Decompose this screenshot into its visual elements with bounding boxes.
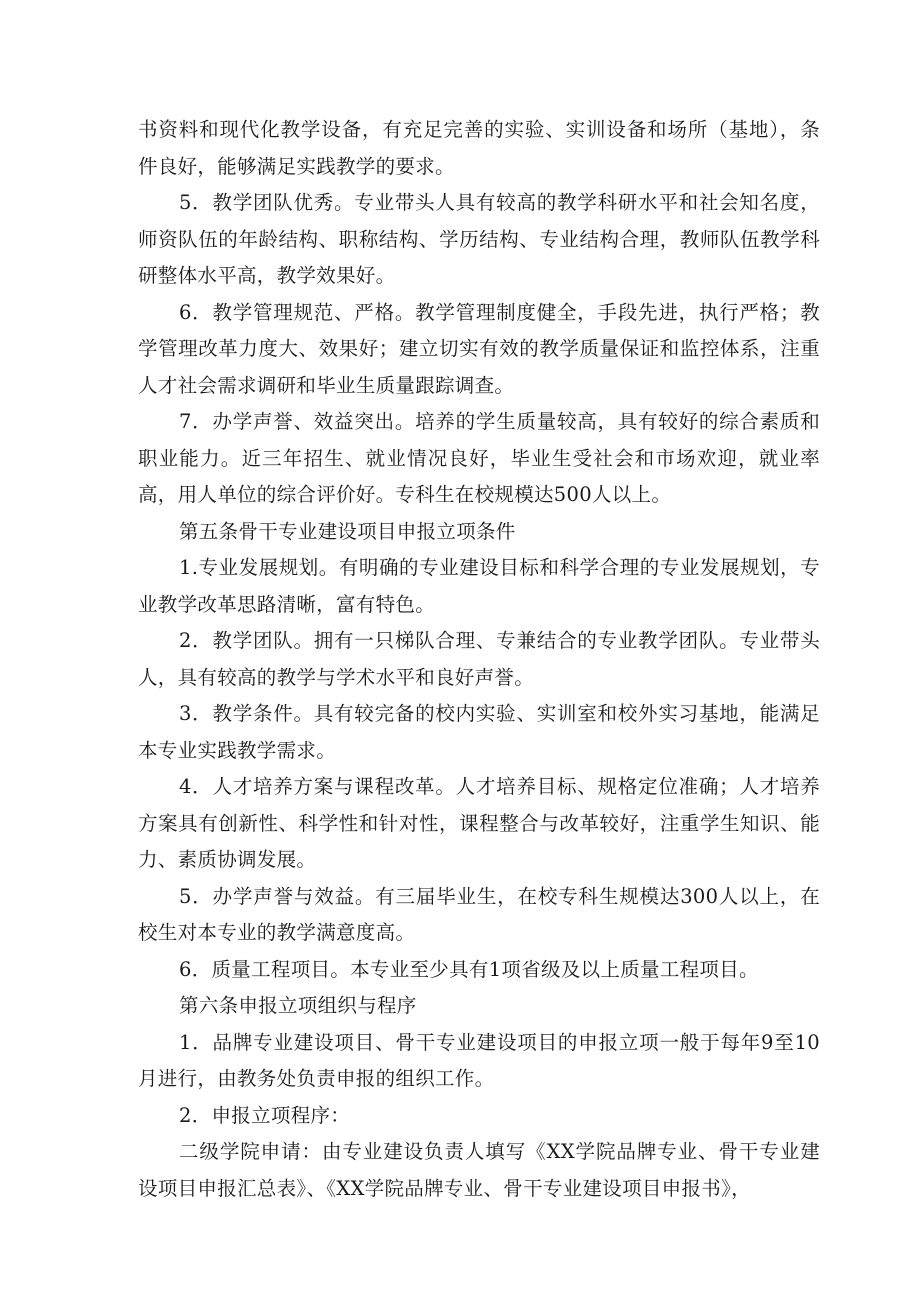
paragraph-quality-project: 6．质量工程项目。本专业至少具有1项省级及以上质量工程项目。 <box>179 957 759 981</box>
paragraph-teaching-team: 2．教学团队。拥有一只梯队合理、专兼结合的专业教学团队。专业带头人，具有较高的教学与学术水平和良好声誉。 <box>138 629 820 689</box>
paragraph-school-reputation: 7．办学声誉、效益突出。培养的学生质量较高，具有较好的综合素质和职业能力。近三年招生、就业情况良好，毕业生受社会和市场欢迎，就业率高，用人单位的综合评价好。专科生在校规模达500人以上。 <box>138 410 820 506</box>
paragraph-teaching-team-excellent: 5．教学团队优秀。专业带头人具有较高的教学科研水平和社会知名度，师资队伍的年龄结构、职称结构、学历结构、专业结构合理，教师队伍教学科研整体水平高，教学效果好。 <box>138 191 820 287</box>
paragraph-application-timing: 1．品牌专业建设项目、骨干专业建设项目的申报立项一般于每年9至10月进行，由教务处负责申报的组织工作。 <box>138 1030 820 1090</box>
article-5-heading: 第五条骨干专业建设项目申报立项条件 <box>179 519 516 543</box>
paragraph-development-plan: 1.专业发展规划。有明确的专业建设目标和科学合理的专业发展规划，专业教学改革思路清晰，富有特色。 <box>138 556 820 616</box>
paragraph-teaching-conditions: 3．教学条件。具有较完备的校内实验、实训室和校外实习基地，能满足本专业实践教学需求。 <box>138 702 820 762</box>
paragraph-reputation-benefit: 5．办学声誉与效益。有三届毕业生，在校专科生规模达300人以上，在校生对本专业的教学满意度高。 <box>138 884 820 944</box>
paragraph-application-procedure: 2．申报立项程序： <box>179 1103 351 1127</box>
article-6-heading: 第六条申报立项组织与程序 <box>179 994 417 1017</box>
paragraph-training-program: 4．人才培养方案与课程改革。人才培养目标、规格定位准确；人才培养方案具有创新性、科学性和针对性，课程整合与改革较好，注重学生知识、能力、素质协调发展。 <box>138 775 820 871</box>
paragraph-college-application: 二级学院申请：由专业建设负责人填写《XX学院品牌专业、骨干专业建设项目申报汇总表》、《XX学院品牌专业、骨干专业建设项目申报书》， <box>138 1140 820 1200</box>
paragraph-teaching-management: 6．教学管理规范、严格。教学管理制度健全，手段先进，执行严格；教学管理改革力度大、效果好；建立切实有效的教学质量保证和监控体系，注重人才社会需求调研和毕业生质量跟踪调查。 <box>138 300 820 397</box>
paragraph-facilities: 书资料和现代化教学设备，有充足完善的实验、实训设备和场所（基地），条件良好，能够满足实践教学的要求。 <box>138 118 820 178</box>
